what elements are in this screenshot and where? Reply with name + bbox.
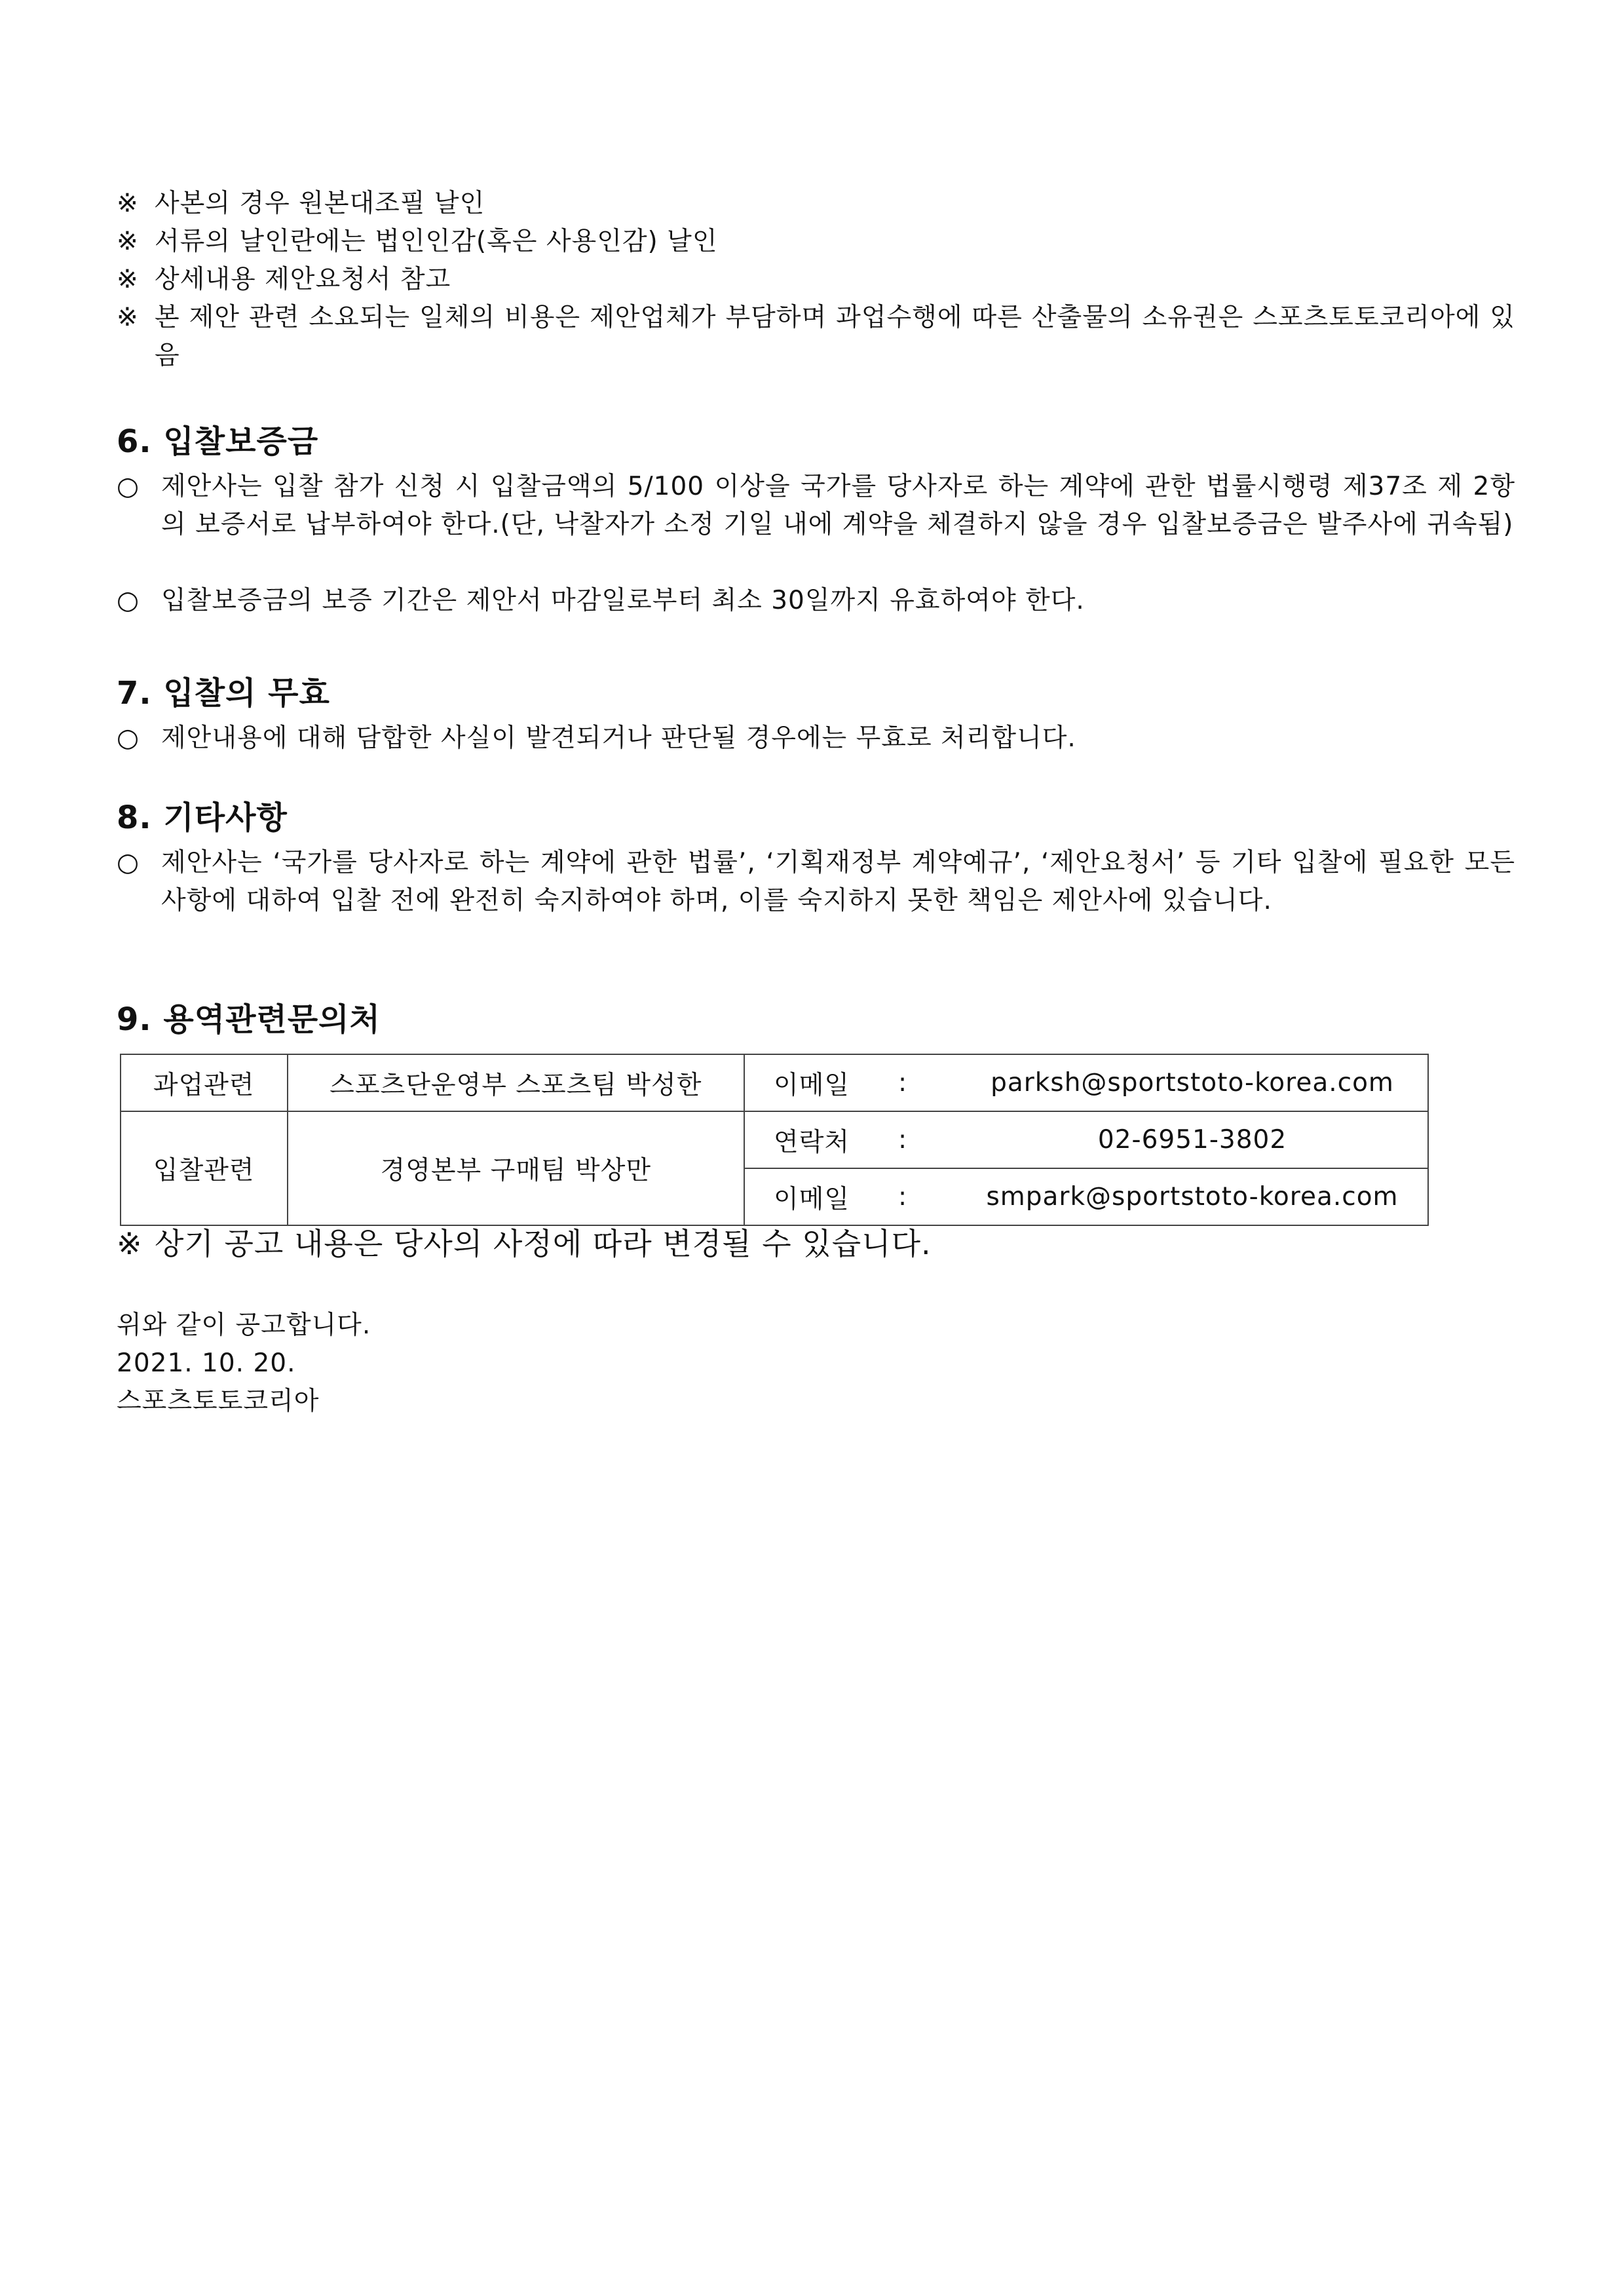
closing-date: 2021. 10. 20. [117,1349,296,1378]
section-heading: 8. 기타사항 [117,799,288,836]
note-item [117,185,1515,223]
closing-statement: 위와 같이 공고합니다. [117,1311,371,1340]
circle-bullet: ○ [117,848,140,877]
table-row [121,1111,1428,1168]
note-item [117,261,1515,299]
reference-mark: ※ [117,227,139,256]
reference-mark: ※ [117,189,139,218]
closing-company: 스포츠토토코리아 [117,1387,320,1416]
contact-email[interactable]: parksh@sportstoto-korea.com [991,1068,1394,1098]
table-row [121,1054,1428,1111]
section-item-text: 입찰보증금의 보증 기간은 제안서 마감일로부터 최소 30일까지 유효하여야 한다. [161,586,1085,615]
section-item [117,844,1515,920]
table-note-text: 상기 공고 내용은 당사의 사정에 따라 변경될 수 있습니다. [155,1226,932,1261]
section-item [117,468,1515,544]
contact-category: 과업관련 [121,1054,288,1111]
note-text: 본 제안 관련 소요되는 일체의 비용은 제안업체가 부담하며 과업수행에 따른 산출물의 소유권은 스포츠토토코리아에 있음 [155,303,1515,370]
reference-mark: ※ [117,1226,143,1261]
contact-colon: : [898,1125,908,1155]
contact-category: 입찰관련 [121,1111,288,1225]
note-text: 사본의 경우 원본대조필 날인 [155,189,485,218]
contact-person: 경영본부 구매팀 박상만 [288,1111,745,1225]
contact-colon: : [898,1182,908,1212]
section-item [117,719,1515,757]
reference-mark: ※ [117,265,139,294]
note-item [117,299,1515,375]
section-item-text: 제안내용에 대해 담합한 사실이 발견되거나 판단될 경우에는 무효로 처리합니다. [161,723,1076,753]
note-text: 상세내용 제안요청서 참고 [155,265,451,294]
contact-info-cell [744,1111,1428,1168]
note-text: 서류의 날인란에는 법인인감(혹은 사용인감) 날인 [155,227,718,256]
section-heading: 9. 용역관련문의처 [117,1001,381,1038]
contact-info-cell [744,1054,1428,1111]
note-item [117,223,1515,261]
section-item-text: 제안사는 입찰 참가 신청 시 입찰금액의 5/100 이상을 국가를 당사자로 하는 계약에 관한 법률시행령 제37조 제 2항의 보증서로 납부하여야 한다.(단, 낙찰자가 소정 기일 내에 계약을 체결하지 않을 경우 입찰보증금은 발주사에 귀속됨) [161,472,1515,539]
circle-bullet: ○ [117,586,140,615]
section-heading: 6. 입찰보증금 [117,423,319,460]
contact-key: 연락처 [774,1127,850,1157]
reference-mark: ※ [117,303,139,332]
section-item-text: 제안사는 ‘국가를 당사자로 하는 계약에 관한 법률’, ‘기획재정부 계약예규’, ‘제안요청서’ 등 기타 입찰에 필요한 모든 사항에 대하여 입찰 전에 완전히 숙지하여야 하며, 이를 숙지하지 못한 책임은 제안사에 있습니다. [161,848,1515,915]
contact-key: 이메일 [774,1070,850,1100]
section-item [117,582,1515,620]
circle-bullet: ○ [117,472,140,501]
section-heading: 7. 입찰의 무효 [117,675,330,712]
contact-phone[interactable]: 02-6951-3802 [1097,1125,1287,1155]
contact-info-cell [744,1168,1428,1225]
contact-person: 스포츠단운영부 스포츠팀 박성한 [288,1054,745,1111]
circle-bullet: ○ [117,723,140,753]
contact-colon: : [898,1068,908,1098]
contact-key: 이메일 [774,1184,850,1214]
contact-table [120,1054,1429,1226]
table-note [117,1223,1515,1265]
contact-email[interactable]: smpark@sportstoto-korea.com [986,1182,1399,1212]
